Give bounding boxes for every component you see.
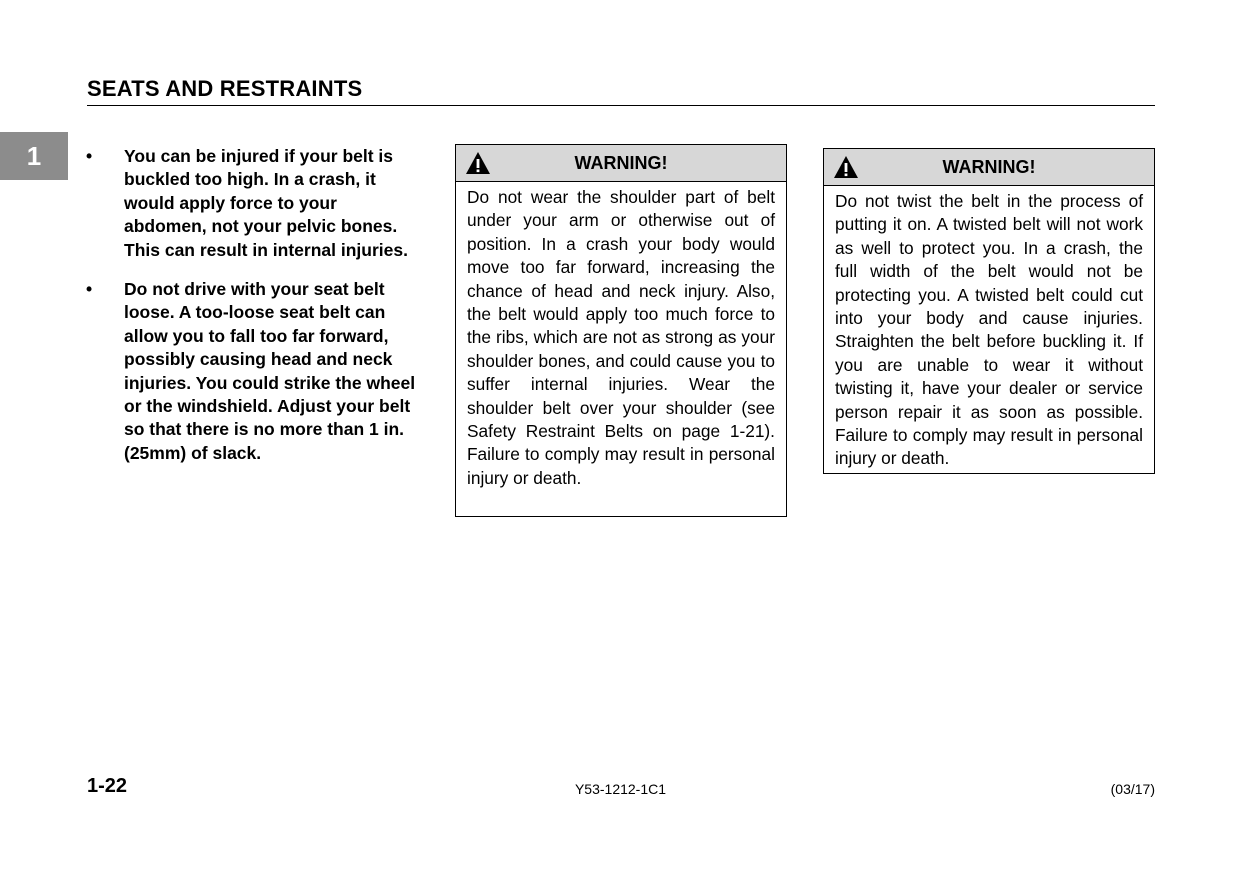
warning-triangle-icon [465,151,491,175]
warning-body: Do not twist the belt in the process of putting it on. A twisted belt will not work as well to protect you. In a crash, the full width of the belt would not be protecting you. A twisted belt could cut into your body and cause injuries. Straighten the belt before buckling it. If you are unable to wear it without twisting it, have your dealer or service person repair it as soon as possible. Failure to comply may result in personal injury or death. [835,191,1143,469]
header-rule [87,105,1155,106]
bullet-list [86,145,422,481]
warning-body: Do not wear the shoulder part of belt under your arm or otherwise out of position. In a crash your body would move too far forward, increasing the chance of head and neck injury. Also, the belt would apply too much force to the ribs, which are not as strong as your shoulder bones, and could cause you to suffer internal injuries. Wear the shoulder belt over your shoulder (see Safety Restraint Belts on page 1-21). Failure to comply may result in personal injury or death. [467,187,775,488]
bullet-icon: • [86,279,93,300]
list-item [86,278,422,465]
warning-triangle-icon [833,155,859,179]
warning-box-shoulder [455,144,787,517]
warning-header [824,149,1154,186]
warning-box-twist [823,148,1155,474]
bullet-text: Do not drive with your seat belt loose. A too-loose seat belt can allow you to fall too far forward, possibly causing head and neck injuries. You could strike the wheel or the windshield. Adjust your belt so that there is no more than 1 in. (25mm) of slack. [124,279,416,463]
bullet-text: You can be injured if your belt is buckled too high. In a crash, it would apply force to your abdomen, not your pelvic bones. This can result in internal injuries. [124,146,408,260]
warning-title: WARNING! [574,152,668,173]
page-number: 1-22 [87,775,128,797]
revision-date: (03/17) [1110,781,1155,797]
bullet-icon: • [86,146,93,166]
chapter-tab: 1 [0,132,68,180]
list-item [86,145,422,262]
document-code: Y53-1212-1C1 [574,781,667,797]
warning-title: WARNING! [942,156,1036,177]
warning-header [456,145,786,182]
section-title: SEATS AND RESTRAINTS [87,76,363,101]
